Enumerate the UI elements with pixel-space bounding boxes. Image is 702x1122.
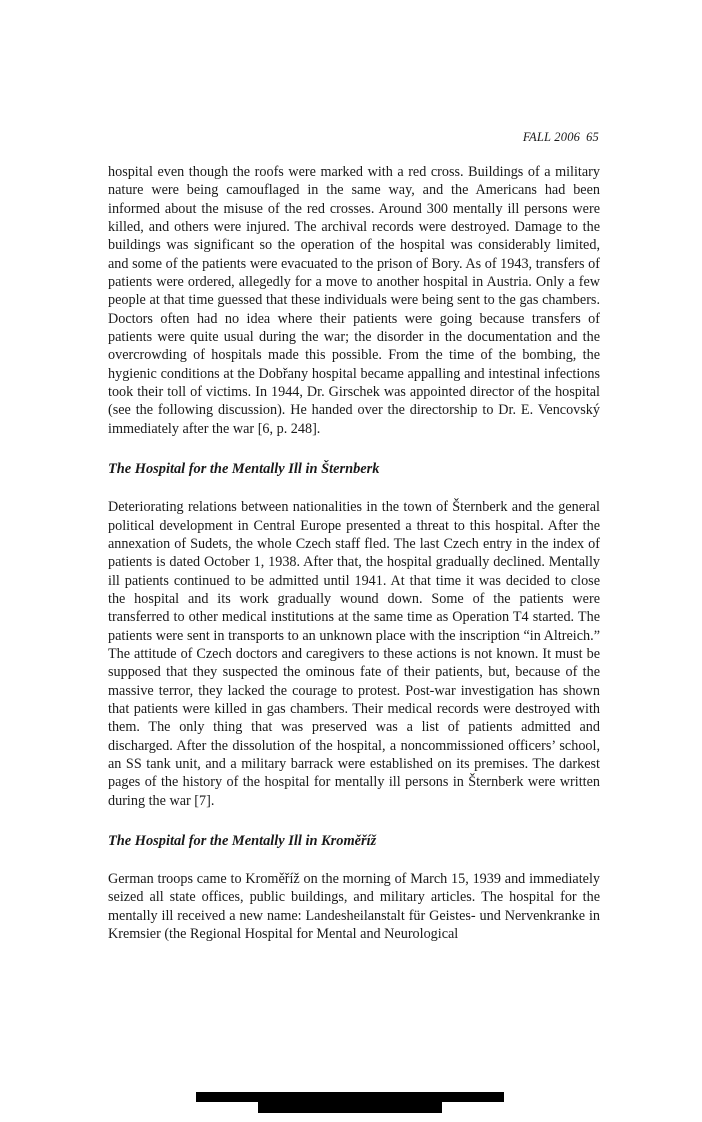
running-header xyxy=(523,130,599,145)
journal-issue: FALL 2006 xyxy=(522,130,581,144)
redaction-bar-bottom xyxy=(258,1100,442,1113)
paragraph-kromeriz: German troops came to Kroměříž on the morning of March 15, 1939 and immediately seized all state offices, public buildings, and military articles. The hospital for the mentally ill received a new name: Landesheilanstalt für Geistes- und Nervenkranke in Kremsier (the Regional Hospital for Mental and Neurological xyxy=(108,871,600,943)
article-body xyxy=(108,163,600,943)
section-heading-sternberk: The Hospital for the Mentally Ill in Šternberk xyxy=(108,461,380,478)
page-number: 65 xyxy=(586,130,599,144)
paragraph-sternberk: Deteriorating relations between nationalities in the town of Šternberk and the general political development in Central Europe presented a threat to this hospital. After the annexation of Sudets, the whole Czech staff fled. The last Czech entry in the index of patients is dated October 1, 1938. After that, the hospital gradually declined. Mentally ill patients continued to be admitted until 1941. At that time it was decided to close the hospital and its work gradually wound down. Some of the patients were transferred to other medical institutions at the same time as Operation T4 started. The patients were sent in transports to an unknown place with the inscription “in Altreich.” The attitude of Czech doctors and caregivers to these actions is not known. It must be supposed that they suspected the ominous fate of their patients, but, because of the massive terror, they lacked the courage to protest. Post-war investigation has shown that patients were killed in gas chambers. Their medical records were destroyed with them. The only thing that was preserved was a list of patients admitted and discharged. After the dissolution of the hospital, a noncommissioned officers’ school, an SS tank unit, and a military barrack were established on its premises. The darkest pages of the history of the hospital for mentally ill persons in Šternberk were written during the war [7]. xyxy=(108,499,600,809)
paragraph-dobrany-continued: hospital even though the roofs were marked with a red cross. Buildings of a military nature were being camouflaged in the same way, and the Americans had been informed about the misuse of the red crosses. Around 300 mentally ill persons were killed, and others were injured. The archival records were destroyed. Damage to the buildings was significant so the operation of the hospital was considerably limited, and some of the patients were evacuated to the prison of Bory. As of 1943, transfers of patients were ordered, allegedly for a move to another hospital in Austria. Only a few people at that time guessed that these individuals were being sent to the gas chambers. Doctors often had no idea where their patients were going because transfers of patients were quite usual during the war; the disorder in the documentation and the overcrowding of hospitals made this possible. From the time of the bombing, the hygienic conditions at the Dobřany hospital became appalling and intestinal infections took their toll of victims. In 1944, Dr. Girschek was appointed director of the hospital (see the following discussion). He handed over the directorship to Dr. E. Vencovský immediately after the war [6, p. 248]. xyxy=(108,164,600,437)
section-heading-kromeriz: The Hospital for the Mentally Ill in Kroměříž xyxy=(108,833,377,849)
